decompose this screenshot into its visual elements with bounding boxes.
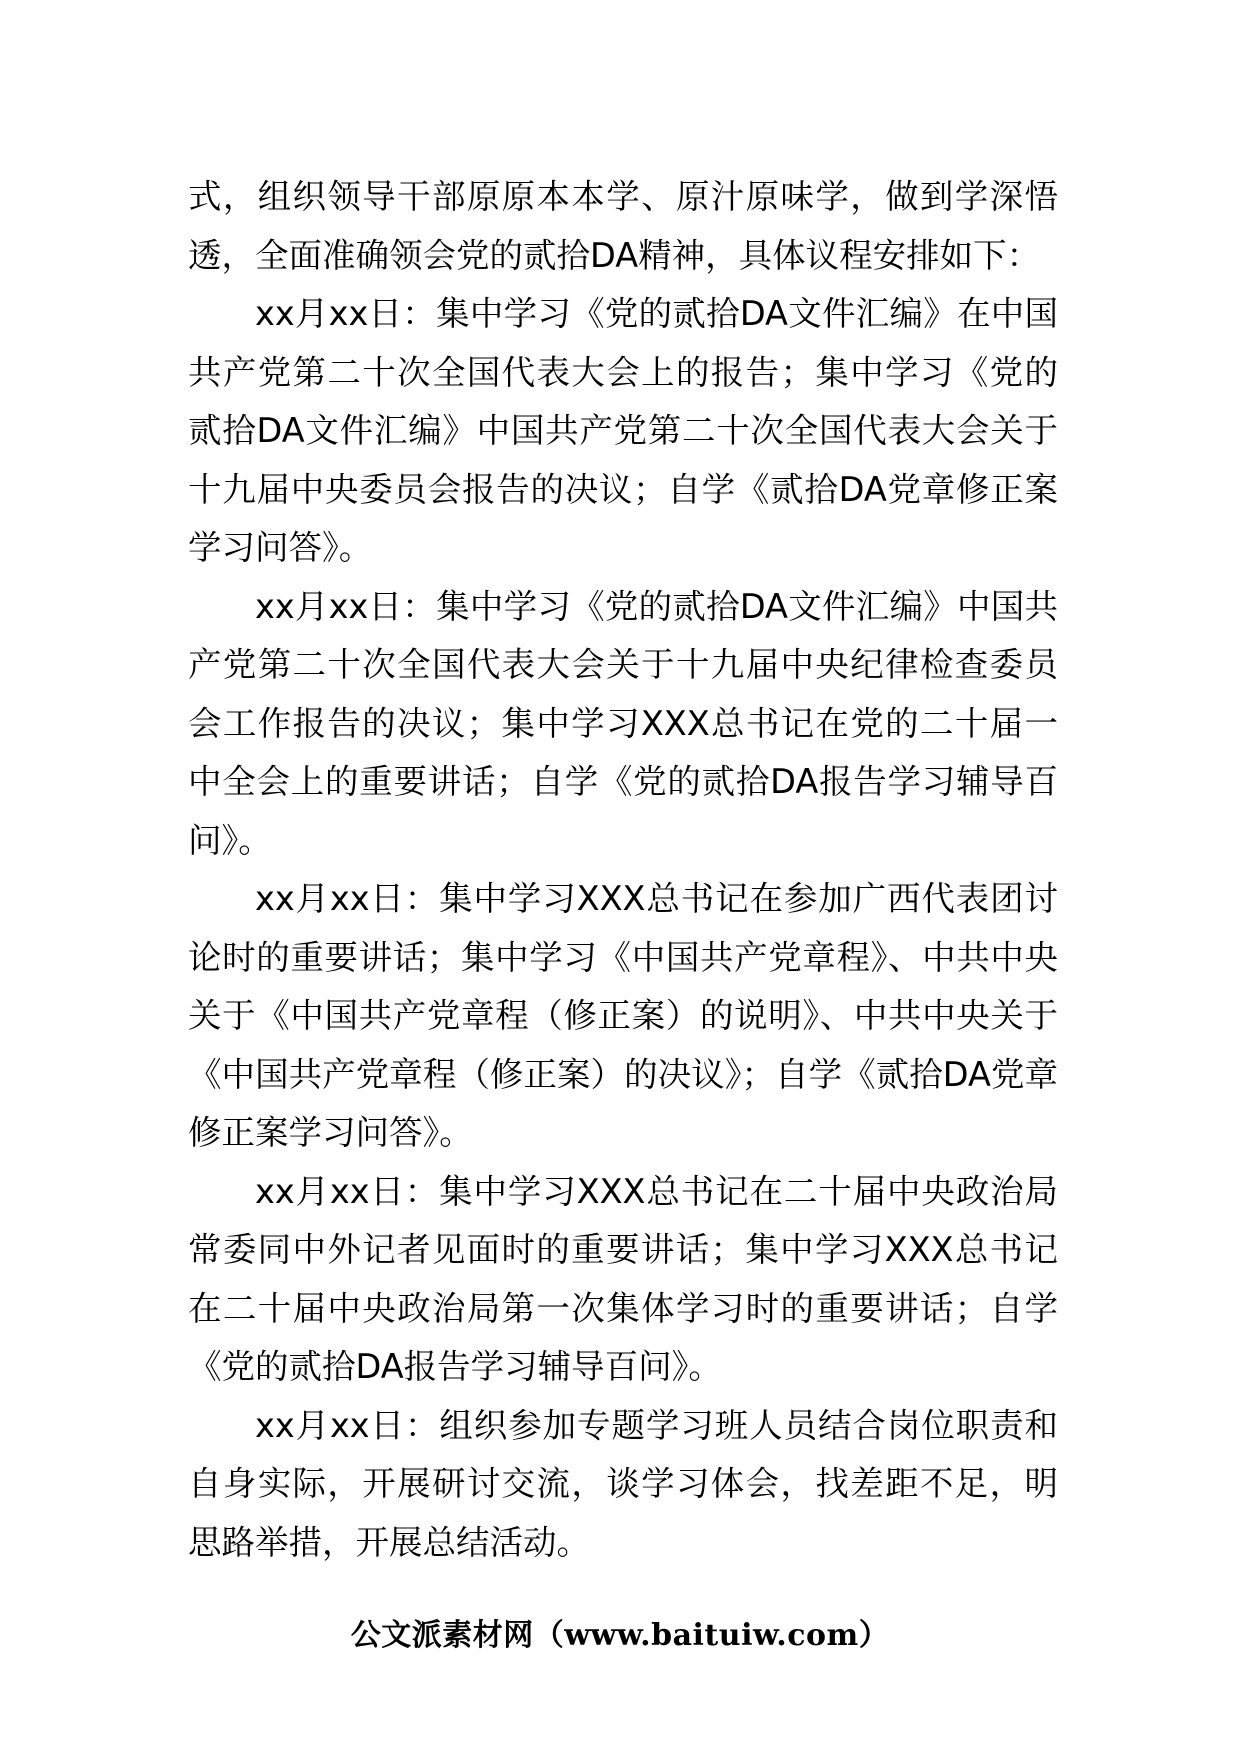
- document-body: [188, 168, 1058, 1572]
- paragraph-schedule-item-5: xx月xx日：组织参加专题学习班人员结合岗位职责和自身实际，开展研讨交流，谈学习体会，找差距不足，明思路举措，开展总结活动。: [188, 1405, 1058, 1562]
- paragraph-schedule-item-1: xx月xx日：集中学习《党的贰拾DA文件汇编》在中国共产党第二十次全国代表大会上的报告；集中学习《党的贰拾DA文件汇编》中国共产党第二十次全国代表大会关于十九届中央委员会报告的决议；自学《贰拾DA党章修正案学习问答》。: [188, 294, 1058, 567]
- paragraph-schedule-item-3: xx月xx日：集中学习XXX总书记在参加广西代表团讨论时的重要讲话；集中学习《中国共产党章程》、中共中央关于《中国共产党章程（修正案）的说明》、中共中央关于《中国共产党章程（修正案）的决议》；自学《贰拾DA党章修正案学习问答》。: [188, 879, 1058, 1152]
- footer-watermark: 公文派素材网（www.baituiw.com）: [350, 1618, 890, 1653]
- paragraph-schedule-item-4: xx月xx日：集中学习XXX总书记在二十届中央政治局常委同中外记者见面时的重要讲话；集中学习XXX总书记在二十届中央政治局第一次集体学习时的重要讲话；自学《党的贰拾DA报告学习辅导百问》。: [188, 1171, 1058, 1386]
- paragraph-schedule-item-2: xx月xx日：集中学习《党的贰拾DA文件汇编》中国共产党第二十次全国代表大会关于十九届中央纪律检查委员会工作报告的决议；集中学习XXX总书记在党的二十届一中全会上的重要讲话；自学《党的贰拾DA报告学习辅导百问》。: [188, 586, 1058, 860]
- paragraph-continuation: 式，组织领导干部原原本本学、原汁原味学，做到学深悟透，全面准确领会党的贰拾DA精神，具体议程安排如下：: [188, 177, 1058, 275]
